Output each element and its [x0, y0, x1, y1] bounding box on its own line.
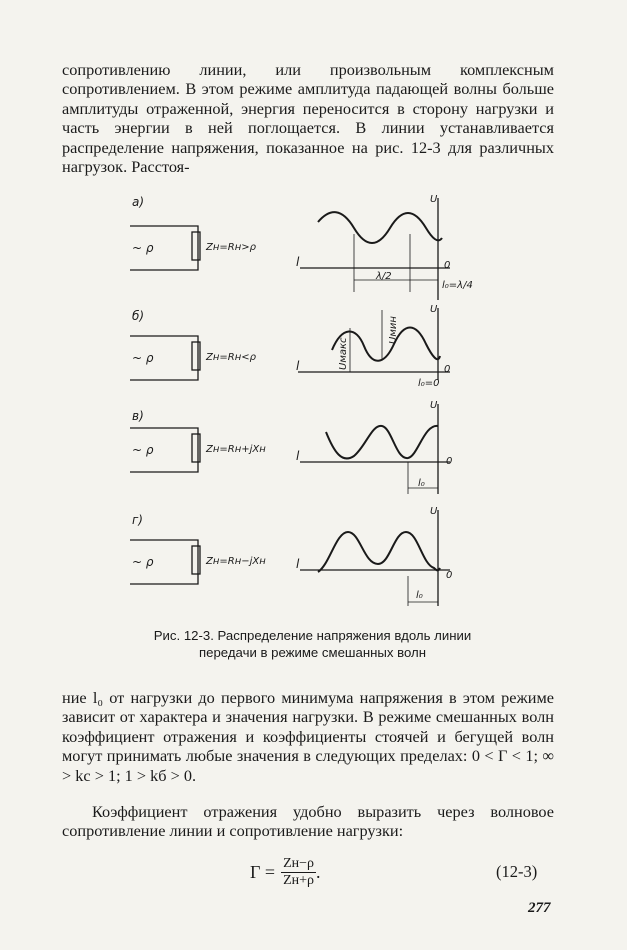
- svg-text:U: U: [430, 400, 438, 411]
- panel-a: [130, 194, 473, 300]
- svg-text:l₀=λ/4: l₀=λ/4: [442, 280, 473, 291]
- figure-12-3: [120, 188, 480, 618]
- source-label: ~ ρ: [132, 241, 154, 255]
- svg-text:~ ρ: ~ ρ: [132, 555, 154, 569]
- formula-12-3: Γ = $\frac{Zн-\rho}{Zн+\rho}$ .: [250, 855, 321, 888]
- load-label: Zн=Rн>ρ: [206, 242, 256, 253]
- svg-text:~ ρ: ~ ρ: [132, 351, 154, 365]
- svg-text:l₀: l₀: [418, 478, 425, 489]
- svg-text:l₀: l₀: [416, 590, 423, 601]
- figure-caption: Рис. 12-3. Распределение напряжения вдоль линии передачи в режиме смешанных волн: [153, 628, 472, 660]
- panel-b: [130, 304, 450, 389]
- svg-text:Uмин: Uмин: [388, 316, 399, 344]
- svg-text:0: 0: [446, 456, 453, 467]
- panel-letter: б): [132, 309, 145, 323]
- paragraph-2: ние l₀ от нагрузки до первого минимума напряжения в этом режиме зависит от характера и значения нагрузки. В режиме смешанных волн коэффициент отражения и коэффициенты стоячей и бегущей волн могут принимать любые значения в следующих пределах: 0 < Γ < 1; ∞ > kс > 1; 1 > kб > 0.: [62, 688, 554, 785]
- svg-text:U: U: [430, 194, 438, 205]
- svg-text:Zн=Rн−jXн: Zн=Rн−jXн: [206, 556, 266, 567]
- paragraph-1: сопротивлению линии, или произвольным комплексным сопротивлением. В этом режиме амплитуда падающей волны больше амплитуды отраженной, энергия переносится в сторону нагрузки и часть энергии в ней поглощается. В линии устанавливается распределение напряжения, показанное на рис. 12-3 для различных нагрузок. Расстоя-: [62, 60, 554, 177]
- svg-text:0: 0: [444, 364, 451, 375]
- svg-text:Zн=Rн<ρ: Zн=Rн<ρ: [206, 352, 256, 363]
- svg-text:l: l: [296, 359, 300, 373]
- svg-text:Uмакс: Uмакс: [338, 337, 349, 370]
- panel-d: [130, 506, 452, 606]
- svg-text:Zн=Rн+jXн: Zн=Rн+jXн: [206, 444, 266, 455]
- svg-text:0: 0: [446, 570, 453, 581]
- panel-letter: а): [132, 195, 145, 209]
- paragraph-3: Коэффициент отражения удобно выразить через волновое сопротивление линии и сопротивление нагрузки:: [62, 802, 554, 841]
- svg-text:l₀=0: l₀=0: [418, 378, 440, 389]
- formula-fraction: $\frac{Zн-\rho}{Zн+\rho}$: [283, 855, 314, 888]
- svg-text:l: l: [296, 557, 300, 571]
- svg-text:U: U: [430, 506, 438, 517]
- panel-letter: г): [132, 513, 143, 527]
- panel-letter: в): [132, 409, 144, 423]
- svg-text:0: 0: [444, 260, 451, 271]
- panel-c: [130, 400, 452, 494]
- svg-text:~ ρ: ~ ρ: [132, 443, 154, 457]
- svg-text:λ/2: λ/2: [376, 271, 392, 282]
- equation-number: (12-3): [496, 862, 538, 881]
- page-number: 277: [528, 900, 551, 916]
- formula-lhs: Γ =: [250, 861, 276, 882]
- svg-text:l: l: [296, 255, 300, 269]
- svg-text:l: l: [296, 449, 300, 463]
- svg-text:U: U: [430, 304, 438, 315]
